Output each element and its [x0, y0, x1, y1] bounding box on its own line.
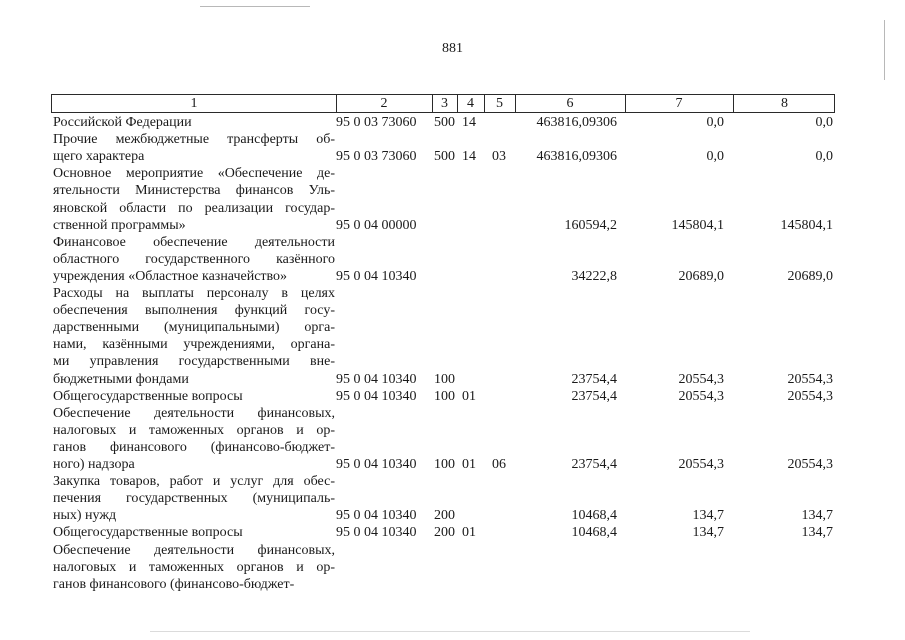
- row-section: 01: [462, 457, 476, 472]
- row-description: щего характера: [53, 149, 145, 165]
- table-row-line: [51, 182, 835, 200]
- header-col-3: 3: [441, 96, 448, 111]
- header-col-4: 4: [467, 96, 474, 111]
- row-value-col7: 134,7: [692, 525, 724, 541]
- row-description: ного) надзора: [53, 457, 135, 472]
- row-description: ных) нужд: [53, 508, 117, 524]
- table-row-line: [51, 405, 835, 423]
- row-value-col6: 463816,09306: [536, 149, 617, 165]
- row-description: печения государственных (муниципаль-: [53, 491, 335, 507]
- header-col-6: 6: [566, 96, 574, 111]
- row-target-code: 95 0 03 73060: [336, 149, 417, 165]
- budget-table: [51, 94, 835, 592]
- row-target-code: 95 0 03 73060: [336, 115, 417, 130]
- row-description: Прочие межбюджетные трансферты об-: [53, 132, 335, 148]
- row-description: ганов финансового (финансово-бюджет-: [53, 576, 295, 592]
- row-description: Общегосударственные вопросы: [53, 525, 243, 541]
- row-description: Расходы на выплаты персоналу в целях: [53, 286, 335, 301]
- row-target-code: 95 0 04 10340: [336, 457, 417, 472]
- row-value-col8: 0,0: [815, 149, 833, 165]
- row-description: учреждения «Областное казначейство»: [53, 268, 288, 284]
- table-row-line: [51, 353, 835, 371]
- row-value-col8: 145804,1: [780, 217, 833, 233]
- table-row-line: [51, 165, 835, 183]
- row-value-col7: 20554,3: [678, 388, 724, 404]
- row-description: Российской Федерации: [53, 115, 192, 130]
- table-row-line: [51, 114, 835, 132]
- row-description: Основное мероприятие «Обеспечение де-: [53, 166, 335, 182]
- table-row-line: [51, 576, 835, 594]
- table-row-line: [51, 285, 835, 303]
- header-col-5: 5: [496, 96, 503, 111]
- row-target-code: 95 0 04 10340: [336, 508, 417, 524]
- header-col-2: 2: [380, 96, 388, 111]
- row-value-col7: 0,0: [706, 115, 724, 130]
- table-row-line: [51, 473, 835, 491]
- row-description: дарственными (муниципальными) орга-: [53, 320, 335, 336]
- row-value-col6: 160594,2: [564, 217, 617, 233]
- row-value-col7: 20554,3: [678, 371, 724, 387]
- row-value-col8: 20554,3: [787, 371, 833, 387]
- row-description: налоговых и таможенных органов и ор-: [53, 559, 335, 575]
- scan-artifact-top: [200, 6, 310, 7]
- table-row-line: [51, 371, 835, 389]
- row-value-col7: 0,0: [706, 149, 724, 165]
- row-value-col7: 145804,1: [671, 217, 724, 233]
- row-description: яновской области по реализации государ-: [53, 200, 335, 216]
- row-target-code: 95 0 04 10340: [336, 525, 417, 541]
- row-description: бюджетными фондами: [53, 371, 189, 387]
- row-value-col6: 23754,4: [571, 388, 617, 404]
- header-col-7: 7: [675, 96, 683, 111]
- row-section: 01: [462, 525, 476, 541]
- row-description: ственной программы»: [53, 217, 186, 233]
- header-col-8: 8: [781, 96, 788, 111]
- table-row-line: [51, 490, 835, 508]
- table-row-line: [51, 524, 835, 542]
- scan-artifact-bottom: [150, 631, 750, 632]
- table-row-line: [51, 234, 835, 252]
- row-target-code: 95 0 04 10340: [336, 388, 417, 404]
- row-value-col6: 10468,4: [571, 508, 617, 524]
- row-value-col8: 134,7: [801, 525, 833, 541]
- row-value-col8: 20689,0: [787, 268, 833, 284]
- row-description: Закупка товаров, работ и услуг для обес-: [53, 474, 335, 490]
- row-value-col8: 0,0: [815, 115, 833, 130]
- row-expense-type: 500: [434, 115, 455, 130]
- row-expense-type: 100: [434, 388, 455, 404]
- table-row-line: [51, 559, 835, 577]
- row-value-col6: 23754,4: [571, 371, 617, 387]
- row-value-col6: 23754,4: [571, 457, 617, 472]
- table-row-line: [51, 439, 835, 457]
- header-col-1: 1: [190, 96, 198, 111]
- row-description: ганов финансового (финансово-бюджет-: [53, 439, 335, 455]
- row-description: налоговых и таможенных органов и ор-: [53, 422, 335, 438]
- row-description: Обеспечение деятельности финансовых,: [53, 405, 335, 421]
- row-value-col7: 20689,0: [678, 268, 724, 284]
- row-description: ятельности Министерства финансов Уль-: [53, 183, 335, 199]
- row-description: Финансовое обеспечение деятельности: [53, 234, 335, 250]
- row-value-col7: 20554,3: [678, 457, 724, 472]
- table-header-row: [51, 94, 835, 113]
- table-row-line: [51, 302, 835, 320]
- row-value-col8: 20554,3: [787, 457, 833, 472]
- row-section: 14: [462, 115, 476, 130]
- row-value-col8: 134,7: [801, 508, 833, 524]
- table-row-line: [51, 217, 835, 235]
- row-description: ми управления государственными вне-: [53, 354, 335, 370]
- row-value-col6: 463816,09306: [536, 115, 617, 130]
- table-row-line: [51, 336, 835, 354]
- table-row-line: [51, 148, 835, 166]
- table-row-line: [51, 388, 835, 406]
- row-description: областного государственного казённого: [53, 251, 335, 267]
- row-expense-type: 100: [434, 371, 455, 387]
- row-value-col6: 34222,8: [571, 268, 617, 284]
- row-expense-type: 200: [434, 508, 455, 524]
- row-value-col7: 134,7: [692, 508, 724, 524]
- row-description: обеспечения выполнения функций госу-: [53, 303, 335, 319]
- row-target-code: 95 0 04 10340: [336, 371, 417, 387]
- row-value-col8: 20554,3: [787, 388, 833, 404]
- table-row-line: [51, 542, 835, 560]
- table-row-line: [51, 507, 835, 525]
- row-expense-type: 500: [434, 149, 455, 165]
- row-expense-type: 200: [434, 525, 455, 541]
- row-target-code: 95 0 04 00000: [336, 217, 417, 233]
- row-description: Обеспечение деятельности финансовых,: [53, 542, 335, 558]
- row-description: Общегосударственные вопросы: [53, 388, 243, 404]
- row-section: 14: [462, 149, 476, 165]
- table-row-line: [51, 422, 835, 440]
- row-expense-type: 100: [434, 457, 455, 472]
- table-row-line: [51, 200, 835, 218]
- page-number: 881: [442, 41, 463, 56]
- row-description: нами, казёнными учреждениями, органа-: [53, 337, 335, 353]
- table-row-line: [51, 319, 835, 337]
- table-row-line: [51, 268, 835, 286]
- row-subsection: 03: [492, 149, 506, 165]
- table-row-line: [51, 251, 835, 269]
- row-subsection: 06: [492, 457, 506, 472]
- row-target-code: 95 0 04 10340: [336, 268, 417, 284]
- table-row-line: [51, 456, 835, 474]
- row-section: 01: [462, 388, 476, 404]
- row-value-col6: 10468,4: [571, 525, 617, 541]
- table-row-line: [51, 131, 835, 149]
